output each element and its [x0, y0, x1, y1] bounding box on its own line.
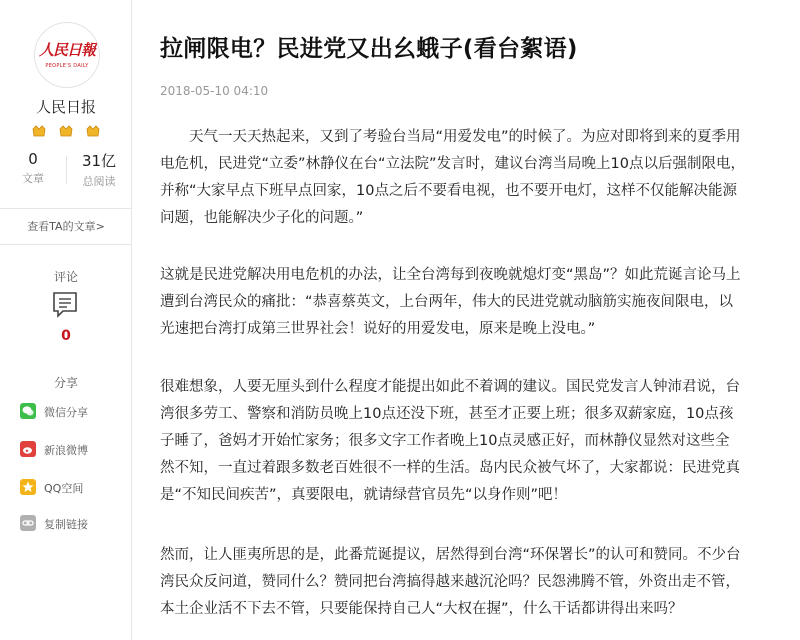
comments-title: 评论 [53, 270, 78, 284]
badge-icon [32, 122, 46, 134]
stat-label: 总阅读 [82, 175, 116, 188]
share-label: 复制链接 [44, 518, 88, 531]
stat-label: 文章 [22, 172, 44, 185]
text-line: 光速把台湾打成第三世界社会！说好的用爱发电，原来是晚上没电。” [160, 321, 596, 337]
wechat-icon [20, 403, 36, 419]
text-line: 问题，也能解决少子化的问题。” [160, 210, 364, 226]
comment-count: 0 [61, 328, 71, 344]
badge-row [0, 122, 132, 141]
text-line: 本土企业活不下去不管，只要能保持自己人“大权在握”，什么干话都讲得出来吗？ [160, 601, 683, 617]
stat-articles [0, 150, 66, 186]
text-line: 天气一天天热起来，又到了考验台当局“用爱发电”的时候了。为应对即将到来的夏季用 [160, 129, 741, 145]
stat-value: 31亿 [81, 152, 117, 170]
text-line: 湾很多劳工、警察和消防员晚上10点还没下班，甚至才正要上班；很多双薪家庭，10点孩 [160, 406, 734, 422]
article [160, 0, 780, 640]
paragraph [160, 542, 780, 623]
logo-text: 人民日報 [38, 41, 95, 59]
avatar[interactable] [34, 22, 100, 88]
weibo-icon [20, 441, 36, 457]
article-title: 拉闸限电？民进党又出幺蛾子(看台絮语) [160, 36, 578, 62]
article-date: 2018-05-10 04:10 [160, 84, 269, 98]
share-label: 新浪微博 [44, 444, 88, 457]
copy-link-button[interactable] [20, 514, 130, 532]
share-weibo-button[interactable] [20, 440, 130, 458]
see-articles-link[interactable]: 查看TA的文章> [27, 220, 105, 233]
text-line: 然而，让人匪夷所思的是，此番荒诞提议，居然得到台湾“环保署长”的认可和赞同。不少台 [160, 547, 741, 563]
comment-icon[interactable] [50, 290, 80, 320]
divider [0, 244, 132, 245]
paragraph [160, 124, 780, 232]
paragraph [160, 374, 780, 509]
text-line: 这就是民进党解决用电危机的办法，让全台湾每到夜晚就熄灯变“黑岛”？如此荒诞言论马上 [160, 267, 741, 283]
share-wechat-button[interactable] [20, 402, 130, 420]
badge-icon [86, 122, 100, 134]
text-line: 是“不知民间疾苦”，真要限电，就请绿营官员先“以身作则”吧！ [160, 487, 568, 503]
author-name[interactable]: 人民日报 [35, 98, 96, 116]
badge-icon [59, 122, 73, 134]
stat-reads [66, 150, 132, 189]
text-line: 湾民众反问道，赞同什么？赞同把台湾搞得越来越沉沦吗？民怨沸腾不管，外资出走不管， [160, 574, 740, 590]
text-line: 然不知，一直过着跟多数老百姓很不一样的生活。岛内民众被气坏了，大家都说：民进党真 [160, 460, 740, 476]
text-line: 并称“大家早点下班早点回家，10点之后不要看电视，也不要开电灯，这样不仅能解决能源 [160, 183, 737, 199]
logo-subtext: PEOPLE'S DAILY [45, 63, 89, 69]
text-line: 子睡了，爸妈才开始忙家务；很多文字工作者晚上10点灵感正好，而林静仪显然对这些全 [160, 433, 730, 449]
text-line: 电危机，民进党“立委”林静仪在台“立法院”发言时，建议台湾当局晚上10点以后强制限电， [160, 156, 745, 172]
author-sidebar [0, 0, 132, 640]
stat-value: 0 [28, 150, 38, 168]
divider [0, 208, 132, 209]
paragraph [160, 262, 780, 343]
share-label: QQ空间 [44, 482, 84, 495]
share-title: 分享 [53, 376, 78, 390]
qzone-icon [20, 479, 36, 495]
text-line: 很难想象，人要无厘头到什么程度才能提出如此不着调的建议。国民党发言人钟沛君说，台 [160, 379, 740, 395]
author-stats [0, 150, 132, 194]
share-label: 微信分享 [44, 406, 88, 419]
share-qzone-button[interactable] [20, 478, 130, 496]
text-line: 遭到台湾民众的痛批：“恭喜蔡英文，上台两年，伟大的民进党就动脑筋实施夜间限电，以 [160, 294, 734, 310]
link-icon [20, 515, 36, 531]
